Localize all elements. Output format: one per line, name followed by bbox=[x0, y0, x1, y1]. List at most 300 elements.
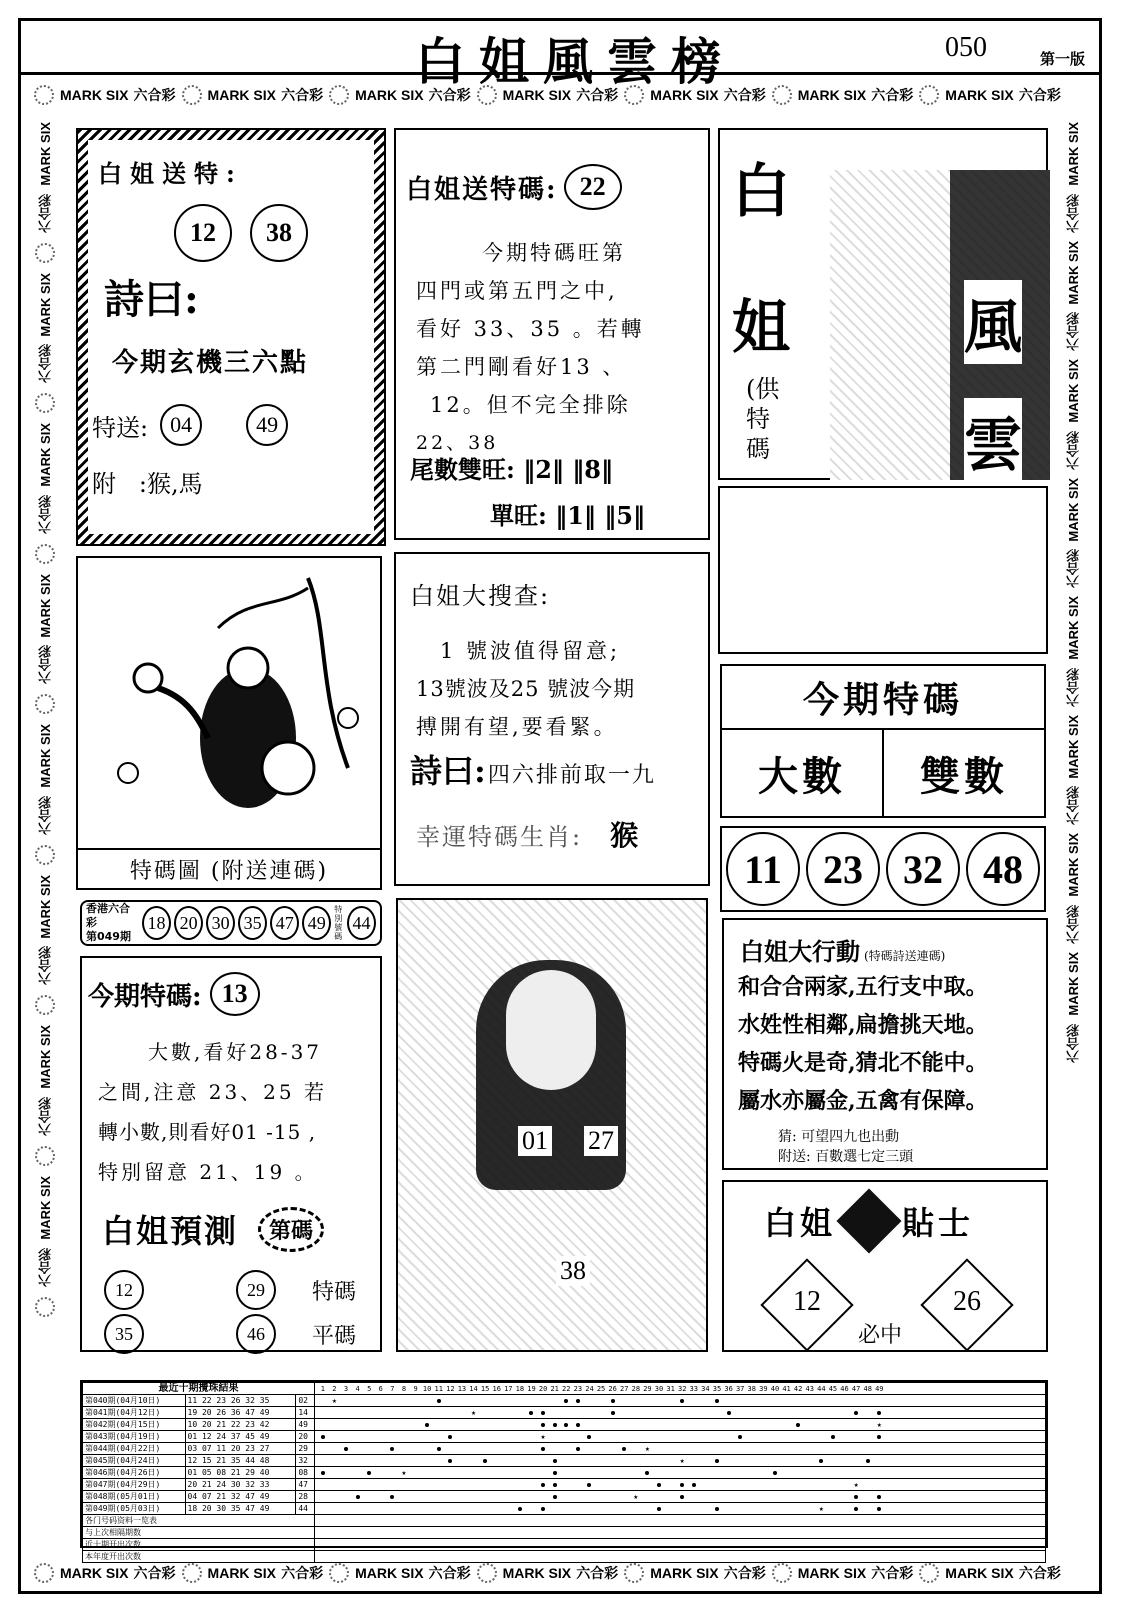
row-grid bbox=[315, 1395, 1046, 1407]
grid-cell bbox=[827, 1432, 839, 1442]
box7-predict-title: 白姐預測 bbox=[102, 1212, 239, 1250]
number-ball: 46 bbox=[236, 1314, 276, 1354]
prev-special-label: 特別號碼 bbox=[334, 905, 343, 941]
banner-char: 雲 bbox=[964, 398, 1022, 482]
grid-col-number: 11 bbox=[434, 1384, 443, 1393]
grid-cell bbox=[862, 1456, 874, 1466]
banner-char: 風 bbox=[964, 280, 1022, 364]
row-nums: 18 20 30 35 47 49 bbox=[185, 1503, 296, 1515]
flower-icon bbox=[919, 85, 939, 105]
flower-icon bbox=[477, 85, 497, 105]
brand-mark-six: MARK SIX bbox=[207, 87, 276, 103]
row-special: 02 bbox=[296, 1395, 315, 1407]
grid-col-number: 41 bbox=[782, 1384, 791, 1393]
box1-attach bbox=[92, 464, 203, 499]
box-prediction bbox=[80, 956, 382, 1352]
grid-col-number: 12 bbox=[446, 1384, 455, 1393]
flower-icon bbox=[35, 1297, 55, 1317]
grid-cell bbox=[537, 1420, 549, 1430]
draw-dot bbox=[564, 1399, 568, 1403]
brand-lhc: 六合彩 bbox=[281, 1565, 324, 1581]
grid-cell bbox=[850, 1504, 862, 1514]
grid-cell bbox=[387, 1492, 399, 1502]
grid-cell bbox=[549, 1492, 561, 1502]
header-divider bbox=[20, 72, 1100, 75]
draw-dot bbox=[611, 1399, 615, 1403]
draw-dot bbox=[564, 1423, 568, 1427]
footer-label: 本年度开出次数 bbox=[83, 1551, 315, 1563]
text-line: 12。但不完全排除 bbox=[430, 393, 631, 417]
brand-lhc: 六合彩 bbox=[281, 87, 324, 103]
brand-vertical-lhc: 六合彩 bbox=[1065, 667, 1081, 707]
brand-vertical-lhc: 六合彩 bbox=[1065, 193, 1081, 233]
predict-row bbox=[104, 1270, 374, 1310]
box1-nums bbox=[174, 204, 308, 262]
flower-icon bbox=[34, 85, 54, 105]
row-special: 47 bbox=[296, 1479, 315, 1491]
number-ball: 38 bbox=[250, 204, 308, 262]
brand-vertical: MARK SIX bbox=[37, 423, 53, 487]
draw-dot bbox=[541, 1411, 545, 1415]
box2-tail-vals: ‖2‖ ‖8‖ bbox=[523, 455, 613, 484]
brand-lhc: 六合彩 bbox=[428, 87, 471, 103]
grid-cell bbox=[352, 1492, 364, 1502]
prev-result-labels bbox=[86, 902, 139, 944]
grid-cell bbox=[642, 1468, 654, 1478]
flower-icon bbox=[182, 1563, 202, 1583]
draw-dot bbox=[367, 1471, 371, 1475]
row-period: 第041期(04月12日) bbox=[83, 1407, 186, 1419]
grid-cell bbox=[468, 1408, 480, 1418]
brand-mark-six: MARK SIX bbox=[207, 1565, 276, 1581]
grid-col-number: 1 bbox=[320, 1384, 325, 1393]
brand-vertical: MARK SIX bbox=[1065, 833, 1081, 897]
brand-vertical-lhc: 六合彩 bbox=[37, 193, 53, 233]
number-ball: 35 bbox=[238, 906, 267, 940]
grid-col-number: 19 bbox=[527, 1384, 536, 1393]
row-nums: 19 20 26 36 47 49 bbox=[185, 1407, 296, 1419]
box2-single-vals: ‖1‖ ‖5‖ bbox=[555, 501, 645, 530]
poem-line: 水姓性相鄰,扁擔挑天地。 bbox=[738, 1012, 988, 1038]
grid-cell bbox=[514, 1504, 526, 1514]
prev-result-label2: 第049期 bbox=[86, 930, 131, 943]
photo-num: 38 bbox=[556, 1256, 590, 1286]
grid-cell bbox=[653, 1504, 665, 1514]
draw-dot bbox=[657, 1483, 661, 1487]
grid-col-number: 24 bbox=[585, 1384, 594, 1393]
box9-note: 必中 bbox=[858, 1323, 903, 1348]
box1-attach-label: 附 bbox=[92, 470, 116, 498]
box8-guess-value: 可望四九也出動 bbox=[801, 1129, 900, 1145]
box-special-send bbox=[76, 128, 386, 546]
brand-vertical: MARK SIX bbox=[1065, 714, 1081, 779]
row-period: 第040期(04月10日) bbox=[83, 1395, 186, 1407]
row-period: 第048期(05月01日) bbox=[83, 1491, 186, 1503]
brand-vertical: MARK SIX bbox=[1065, 240, 1081, 305]
grid-cell bbox=[329, 1396, 341, 1406]
box-illustration bbox=[76, 556, 382, 890]
special-star-icon: ★ bbox=[331, 1395, 337, 1405]
grid-cell bbox=[711, 1456, 723, 1466]
grid-col-number: 38 bbox=[747, 1384, 756, 1393]
row-nums: 12 15 21 35 44 48 bbox=[185, 1455, 296, 1467]
number-ball: 29 bbox=[236, 1270, 276, 1310]
brand-vertical-lhc: 六合彩 bbox=[1065, 430, 1081, 470]
footer-grid bbox=[315, 1515, 1046, 1527]
text-line: 轉小數,則看好01 -15 , bbox=[98, 1120, 317, 1144]
draw-dot bbox=[576, 1447, 580, 1451]
brand-vertical: MARK SIX bbox=[1065, 122, 1081, 186]
grid-col-number: 17 bbox=[504, 1384, 513, 1393]
grid-col-number: 30 bbox=[654, 1384, 664, 1393]
special-star-icon: ★ bbox=[401, 1467, 407, 1477]
number-ball: 32 bbox=[886, 832, 960, 906]
results-header-row bbox=[83, 1383, 1046, 1395]
box9-heading-right: 貼士 bbox=[902, 1204, 975, 1242]
draw-dot bbox=[529, 1411, 533, 1415]
illustration-caption: 特碼圖 (附送連碼) bbox=[78, 848, 380, 885]
flower-icon bbox=[35, 243, 55, 263]
box5-text bbox=[416, 632, 706, 746]
predict-row bbox=[104, 1314, 374, 1354]
brand-lhc: 六合彩 bbox=[133, 87, 176, 103]
draw-dot bbox=[321, 1435, 325, 1439]
row-special: 20 bbox=[296, 1431, 315, 1443]
grid-cell bbox=[607, 1396, 619, 1406]
prev-result-label1: 香港六合彩 bbox=[86, 902, 130, 929]
grid-cell bbox=[676, 1480, 688, 1490]
draw-dot bbox=[587, 1483, 591, 1487]
draw-dot bbox=[715, 1399, 719, 1403]
text-line: 看好 33、35 。若轉 bbox=[416, 317, 645, 341]
brand-mark-six: MARK SIX bbox=[797, 1565, 867, 1581]
grid-cell bbox=[363, 1468, 375, 1478]
box8-attach-label: 附送: bbox=[778, 1149, 811, 1165]
box9-heading-row bbox=[764, 1198, 974, 1244]
brand-vertical-lhc: 六合彩 bbox=[37, 1247, 53, 1287]
grid-cell bbox=[723, 1408, 735, 1418]
footer-grid bbox=[315, 1539, 1046, 1551]
number-ball: 22 bbox=[564, 164, 622, 210]
row-period: 第046期(04月26日) bbox=[83, 1467, 186, 1479]
box5-poem: 四六排前取一九 bbox=[487, 763, 656, 788]
results-table bbox=[82, 1382, 1046, 1563]
draw-dot bbox=[866, 1459, 870, 1463]
draw-dot bbox=[344, 1447, 348, 1451]
draw-dot bbox=[715, 1459, 719, 1463]
row-period: 第044期(04月22日) bbox=[83, 1443, 186, 1455]
grid-col-number: 16 bbox=[492, 1384, 501, 1393]
draw-dot bbox=[576, 1423, 580, 1427]
grid-col-number: 46 bbox=[840, 1384, 849, 1393]
row-period: 第045期(04月24日) bbox=[83, 1455, 186, 1467]
box6-numbers bbox=[720, 826, 1046, 912]
row-nums: 11 22 23 26 32 35 bbox=[185, 1395, 296, 1407]
grid-col-number: 33 bbox=[689, 1384, 699, 1393]
brand-lhc: 六合彩 bbox=[871, 87, 914, 103]
grid-cell bbox=[549, 1456, 561, 1466]
grid-cell bbox=[874, 1420, 886, 1430]
brand-mark-six: MARK SIX bbox=[945, 87, 1014, 103]
grid-col-number: 28 bbox=[631, 1384, 641, 1393]
grid-cell bbox=[433, 1444, 445, 1454]
grid-col-number: 6 bbox=[378, 1384, 383, 1393]
draw-dot bbox=[483, 1459, 487, 1463]
predict-label: 平碼 bbox=[312, 1323, 357, 1349]
box5-lucky-label: 幸運特碼生肖: bbox=[416, 822, 583, 851]
box7-predict-title-row bbox=[102, 1206, 324, 1252]
special-star-icon: ★ bbox=[876, 1419, 882, 1429]
grid-col-number: 31 bbox=[666, 1384, 675, 1393]
row-grid bbox=[315, 1479, 1046, 1491]
grid-col-number: 40 bbox=[770, 1384, 780, 1393]
box5-lucky: 猴 bbox=[610, 819, 639, 852]
page-title: 白姐風雲榜 bbox=[415, 32, 735, 91]
star-splash-icon bbox=[836, 1188, 901, 1253]
row-nums: 03 07 11 20 23 27 bbox=[185, 1443, 296, 1455]
poem-line: 特碼火是奇,猜北不能中。 bbox=[738, 1050, 988, 1076]
box5-heading: 白姐大搜查: bbox=[410, 582, 551, 610]
issue-number: 050 bbox=[945, 32, 987, 63]
poem-line: 屬水亦屬金,五禽有保障。 bbox=[738, 1088, 988, 1114]
draw-dot bbox=[645, 1471, 649, 1475]
grid-cell bbox=[607, 1408, 619, 1418]
draw-dot bbox=[877, 1507, 881, 1511]
grid-cell bbox=[340, 1444, 352, 1454]
grid-cell bbox=[387, 1444, 399, 1454]
flower-icon bbox=[35, 995, 55, 1015]
box-this-issue bbox=[720, 664, 1046, 818]
box9-heading-left: 白姐 bbox=[764, 1204, 837, 1242]
table-row bbox=[83, 1395, 1046, 1407]
text-line: 13號波及25 號波今期 bbox=[416, 677, 636, 701]
banner-char: 白 bbox=[732, 157, 791, 225]
box7-heading-row bbox=[88, 972, 260, 1016]
box7-text bbox=[98, 1032, 378, 1192]
brand-mark-six: MARK SIX bbox=[60, 87, 129, 103]
row-period: 第047期(04月29日) bbox=[83, 1479, 186, 1491]
row-grid bbox=[315, 1455, 1046, 1467]
box-photo-woman bbox=[396, 898, 708, 1352]
draw-dot bbox=[541, 1423, 545, 1427]
draw-dot bbox=[831, 1435, 835, 1439]
table-row bbox=[83, 1479, 1046, 1491]
brand-vertical: MARK SIX bbox=[37, 122, 53, 186]
grid-col-number: 47 bbox=[851, 1384, 861, 1393]
brand-vertical-lhc: 六合彩 bbox=[37, 946, 53, 986]
grid-col-number: 34 bbox=[701, 1384, 710, 1393]
draw-dot bbox=[541, 1447, 545, 1451]
row-nums: 10 20 21 22 23 42 bbox=[185, 1419, 296, 1431]
grid-cell bbox=[572, 1420, 584, 1430]
number-ball: 30 bbox=[206, 906, 235, 940]
flower-icon bbox=[477, 1563, 497, 1583]
grid-cell bbox=[572, 1444, 584, 1454]
grid-col-number: 14 bbox=[469, 1384, 478, 1393]
box8-attach bbox=[778, 1146, 913, 1166]
edition-label: 第一版 bbox=[1040, 50, 1086, 68]
grid-col-number: 10 bbox=[422, 1384, 432, 1393]
brand-vertical: MARK SIX bbox=[37, 874, 53, 939]
row-grid bbox=[315, 1443, 1046, 1455]
box8-guess-label: 猜: bbox=[778, 1129, 797, 1145]
draw-dot bbox=[437, 1447, 441, 1451]
brand-vertical: MARK SIX bbox=[37, 1175, 53, 1240]
grid-cell bbox=[874, 1432, 886, 1442]
table-row bbox=[83, 1431, 1046, 1443]
special-star-icon: ★ bbox=[540, 1431, 546, 1441]
grid-col-number: 43 bbox=[805, 1384, 814, 1393]
brand-vertical-lhc: 六合彩 bbox=[37, 494, 53, 534]
box1-attach-value: :猴,馬 bbox=[138, 470, 203, 498]
box6-heading: 今期特碼 bbox=[722, 666, 1044, 730]
brand-mark-six: MARK SIX bbox=[60, 1565, 129, 1581]
grid-col-number: 22 bbox=[562, 1384, 571, 1393]
draw-dot bbox=[680, 1483, 684, 1487]
brand-mark-six: MARK SIX bbox=[502, 1565, 572, 1581]
box8-sub: (特碼詩送連碼) bbox=[864, 949, 946, 963]
brand-vertical: MARK SIX bbox=[1065, 477, 1081, 542]
draw-dot bbox=[727, 1411, 731, 1415]
table-row bbox=[83, 1443, 1046, 1455]
draw-dot bbox=[587, 1435, 591, 1439]
row-special: 49 bbox=[296, 1419, 315, 1431]
number-grid-header bbox=[315, 1383, 1046, 1395]
grid-cell bbox=[850, 1480, 862, 1490]
grid-cell bbox=[560, 1420, 572, 1430]
draw-dot bbox=[576, 1399, 580, 1403]
grid-cell bbox=[537, 1432, 549, 1442]
flower-icon bbox=[34, 1563, 54, 1583]
box2-heading: 白姐送特碼: bbox=[406, 174, 558, 205]
flower-icon bbox=[329, 1563, 349, 1583]
tip-number: 26 bbox=[953, 1286, 981, 1317]
draw-dot bbox=[553, 1423, 557, 1427]
draw-dot bbox=[553, 1459, 557, 1463]
text-line: 搏開有望,要看緊。 bbox=[416, 715, 618, 739]
text-line: 特別留意 21、19 。 bbox=[98, 1160, 318, 1184]
footer-label: 近十期开出次数 bbox=[83, 1539, 315, 1551]
box1-special-row bbox=[92, 404, 288, 446]
box8-attach-value: 百數選七定三頭 bbox=[815, 1149, 914, 1165]
ink-illustration bbox=[88, 568, 370, 838]
brand-vertical: MARK SIX bbox=[37, 724, 53, 788]
flower-icon bbox=[919, 1563, 939, 1583]
brand-vertical: MARK SIX bbox=[1065, 596, 1081, 660]
row-special: 29 bbox=[296, 1443, 315, 1455]
text-line: 之間,注意 23、25 若 bbox=[98, 1080, 327, 1104]
box8-heading: 白姐大行動 bbox=[740, 937, 860, 966]
brand-mark-six: MARK SIX bbox=[797, 87, 867, 103]
banner-char: 姐 bbox=[732, 293, 791, 361]
grid-cell bbox=[549, 1420, 561, 1430]
box2-tail-label: 尾數雙旺: bbox=[410, 455, 515, 484]
grid-col-number: 20 bbox=[538, 1384, 548, 1393]
draw-dot bbox=[680, 1495, 684, 1499]
draw-dot bbox=[437, 1399, 441, 1403]
draw-dot bbox=[390, 1495, 394, 1499]
grid-col-number: 39 bbox=[759, 1384, 768, 1393]
grid-col-number: 26 bbox=[608, 1384, 617, 1393]
row-special: 14 bbox=[296, 1407, 315, 1419]
grid-cell bbox=[445, 1456, 457, 1466]
row-nums: 01 05 08 21 29 40 bbox=[185, 1467, 296, 1479]
number-ball: 13 bbox=[210, 972, 260, 1016]
results-title: 最近十期攪珠結果 bbox=[83, 1383, 315, 1395]
box8-heading-row bbox=[740, 932, 945, 967]
grid-cell bbox=[433, 1396, 445, 1406]
footer-row bbox=[83, 1539, 1046, 1551]
grid-cell bbox=[560, 1396, 572, 1406]
predict-label: 特碼 bbox=[312, 1279, 357, 1305]
row-grid bbox=[315, 1491, 1046, 1503]
grid-col-number: 23 bbox=[573, 1384, 583, 1393]
number-ball: 04 bbox=[160, 404, 202, 446]
grid-cell bbox=[816, 1456, 828, 1466]
grid-cell bbox=[317, 1468, 329, 1478]
photo-num: 27 bbox=[584, 1126, 618, 1156]
grid-col-number: 7 bbox=[390, 1384, 395, 1393]
grid-cell bbox=[317, 1432, 329, 1442]
box2-text bbox=[416, 234, 706, 462]
grid-cell bbox=[630, 1492, 642, 1502]
box-search bbox=[394, 552, 710, 886]
grid-cell bbox=[537, 1480, 549, 1490]
footer-row bbox=[83, 1527, 1046, 1539]
flower-icon bbox=[772, 85, 792, 105]
row-nums: 01 12 24 37 45 49 bbox=[185, 1431, 296, 1443]
row-grid bbox=[315, 1503, 1046, 1515]
box8-guess bbox=[778, 1126, 899, 1146]
row-grid bbox=[315, 1407, 1046, 1419]
box1-heading: 白姐送特: bbox=[98, 159, 243, 188]
number-ball: 49 bbox=[302, 906, 331, 940]
text-line: 四門或第五門之中, bbox=[416, 279, 618, 303]
brand-lhc: 六合彩 bbox=[428, 1565, 471, 1581]
brand-vertical: MARK SIX bbox=[37, 573, 53, 638]
special-star-icon: ★ bbox=[471, 1407, 476, 1417]
table-row bbox=[83, 1455, 1046, 1467]
number-ball: 35 bbox=[104, 1314, 144, 1354]
banner-sub: (供特碼 bbox=[746, 375, 780, 463]
flower-icon bbox=[624, 1563, 644, 1583]
flower-icon bbox=[35, 1146, 55, 1166]
grid-cell bbox=[676, 1396, 688, 1406]
box-special-send-inner bbox=[88, 140, 374, 534]
grid-col-number: 4 bbox=[355, 1384, 360, 1393]
grid-cell bbox=[850, 1492, 862, 1502]
draw-dot bbox=[448, 1435, 452, 1439]
box-special-code bbox=[394, 128, 710, 540]
row-nums: 20 21 24 30 32 33 bbox=[185, 1479, 296, 1491]
box7-predict-tag: 第碼 bbox=[258, 1207, 324, 1252]
text-line: 今期特碼旺第 bbox=[482, 241, 626, 265]
brand-mark-six: MARK SIX bbox=[502, 87, 572, 103]
draw-dot bbox=[541, 1507, 545, 1511]
draw-dot bbox=[819, 1459, 823, 1463]
photo-num: 01 bbox=[518, 1126, 552, 1156]
flower-icon bbox=[35, 393, 55, 413]
row-grid bbox=[315, 1431, 1046, 1443]
draw-dot bbox=[553, 1471, 557, 1475]
grid-col-number: 21 bbox=[550, 1384, 559, 1393]
box1-poem-label: 詩曰: bbox=[104, 276, 199, 323]
photo-face bbox=[506, 970, 596, 1090]
flower-icon bbox=[35, 694, 55, 714]
brand-mark-six: MARK SIX bbox=[650, 1565, 719, 1581]
brand-vertical-lhc: 六合彩 bbox=[1065, 312, 1081, 352]
table-row bbox=[83, 1407, 1046, 1419]
